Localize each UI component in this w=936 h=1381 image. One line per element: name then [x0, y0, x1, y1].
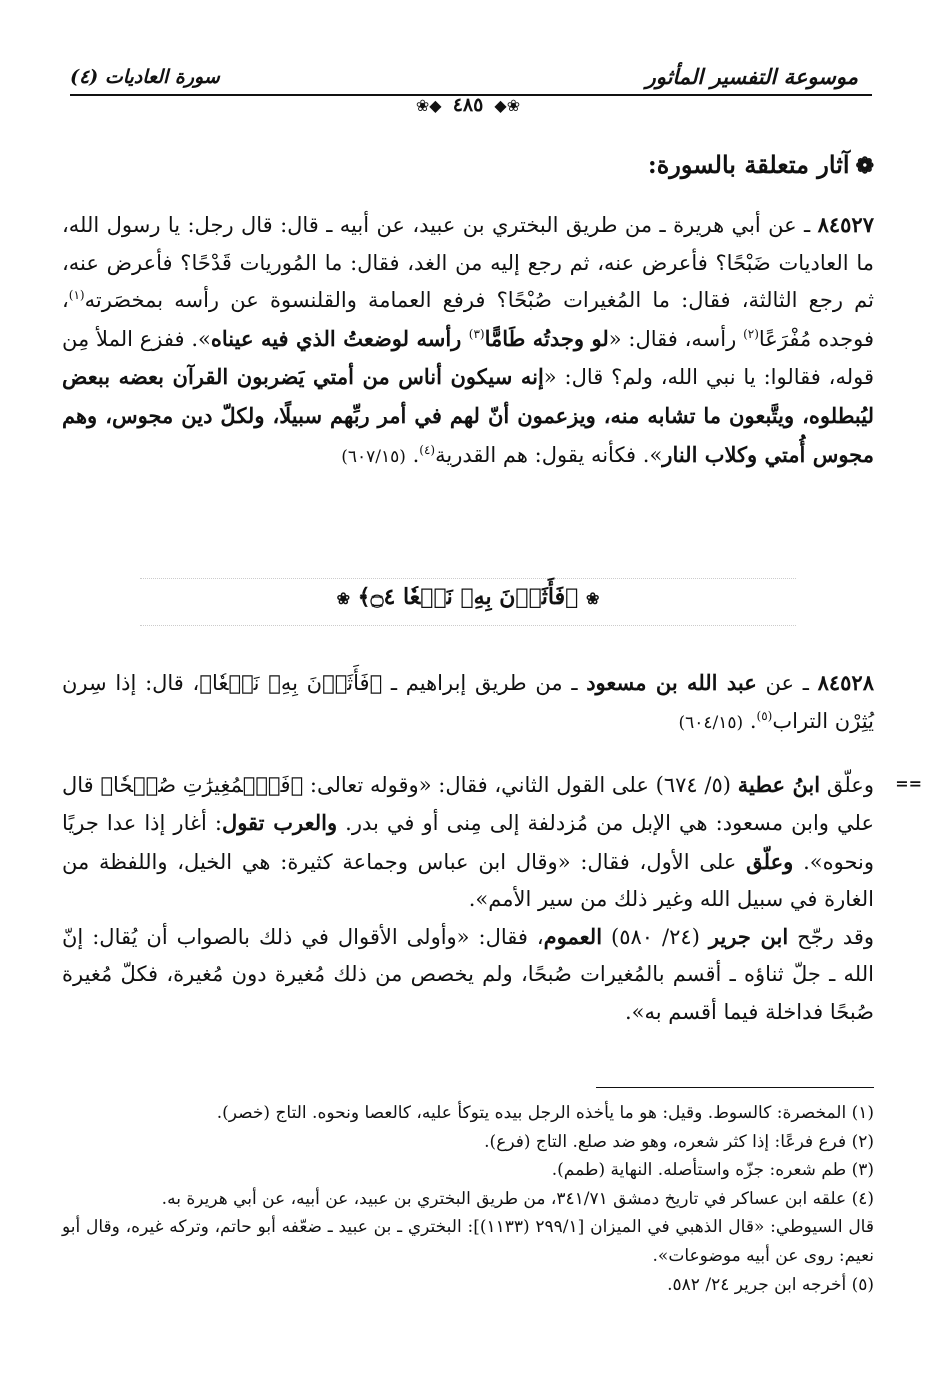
entry-text: .: [405, 442, 420, 467]
ayah-text: ﴿فَأَثَرۡنَ بِهِۦ نَقۡعٗا ۝٤﴾: [357, 584, 579, 610]
narrator-name: عبد الله بن مسعود: [586, 670, 757, 695]
entry-number: ٨٤٥٢٧: [817, 212, 874, 237]
commentary-text: ، فقال: «وأولى الأقوال في ذلك بالصواب أن يُقال: إنّ الله ـ جلّ ثناؤه ـ أقسم بالمُغيرات صُبحًا، ولم يخصص من ذلك مُغيرة دون مُغيرة، فكلّ مُغيرة صُبحًا فداخلة فيما أقسم به».: [62, 925, 874, 1024]
entry-text: ، قال: إذا سِرن يُثِرْن التراب: [62, 671, 874, 733]
flower-icon: ❁: [855, 153, 874, 179]
footnote-marker[interactable]: (٣): [468, 326, 485, 341]
commentary-text: على الأول، فقال: «وقال ابن عباس وجماعة كثيرة: هي الخيل، واللفظة من الغارة في سبيل الله وغير ذلك من سير الأمم».: [62, 849, 874, 911]
entry-84528: [62, 664, 874, 742]
entry-text: ـ عن: [756, 671, 818, 695]
entry-text: ـ عن أبي هريرة ـ من طريق البختري بن عبيد، عن أبيه ـ قال: قال رجل: يا رسول الله، ما العاديات ضَبْحًا؟ فأعرض عنه، ثم رجع إليه من الغد، فقال: ما المُوريات قَدْحًا؟ فأعرض عنه، ثم رجع الثالثة، فقال: ما المُغيرات صُبْحًا؟ فرفع العمامة والقلنسوة عن رأسه بمخصَرته: [62, 213, 874, 313]
ayah-quote: ﴿فَأَثَرۡنَ بِهِۦ نَقۡعٗا﴾: [199, 671, 383, 695]
commentary-text: وقد رجّح: [788, 925, 875, 950]
commentary: [62, 766, 874, 1031]
footnote-marker[interactable]: (١): [68, 288, 85, 303]
entry-text: ـ من طريق إبراهيم ـ: [382, 671, 587, 695]
footnote: (٤) علقه ابن عساكر في تاريخ دمشق ٣٤١/٧١، من طريق البختري بن عبيد، عن أبيه، عن أبي هريرة به.: [161, 1188, 874, 1209]
ayah-quote: ﴿فَٱلۡمُغِيرَٰتِ صُبۡحٗا﴾: [100, 773, 304, 797]
footnote-marker[interactable]: (٤): [419, 442, 436, 457]
footnote: قال السيوطي: «قال الذهبي في الميزان [٢٩٩/١ (١١٣٣)]: البختري ـ بن عبيد ـ ضعّفه أبو حاتم، وتركه غيره، وقال أبو نعيم: روى عن أبيه موضوعات».: [62, 1217, 874, 1266]
footnote: (٣) طم شعره: جزّه واستأصله. النهاية (طمم).: [551, 1160, 874, 1181]
ornament-icon: ❀: [336, 589, 350, 608]
footnotes: [62, 1099, 874, 1299]
bold-phrase: وعلّق: [746, 848, 794, 874]
scholar-name: ابن جرير: [708, 924, 789, 950]
surah-title: سورة العاديات (٤): [70, 66, 220, 88]
section-heading-text: آثار متعلقة بالسورة:: [647, 150, 850, 179]
footnote: (١) المخصرة: كالسوط. وقيل: هو ما يأخذه الرجل بيده يتوكأ عليه، كالعصا ونحوه. التاج (خصر).: [216, 1103, 874, 1123]
commentary-text: وعلّق: [820, 773, 874, 797]
entry-text: ». فكأنه يقول: هم القدرية: [435, 442, 663, 467]
commentary-paragraph: [62, 766, 874, 918]
hadith-text: رأسه لوضعتُ الذي فيه عيناه: [210, 325, 469, 351]
entry-text: ، فوجده مُفْرَعًا: [62, 288, 875, 351]
footnote-marker[interactable]: (٥): [756, 708, 773, 723]
footnote-rule: [596, 1087, 874, 1088]
volume-reference: (٦٠٧/١٥): [341, 446, 406, 467]
commentary-paragraph: [62, 918, 874, 1031]
entry-text: ». ففزع الملأ مِن قوله، فقالوا: يا نبي الله، ولم؟ قال: «: [62, 326, 874, 390]
commentary-text: (٢٤/ ٥٨٠): [602, 925, 709, 950]
commentary-text: : أغار إذا عدا جريًا ونحوه».: [62, 811, 875, 874]
ornament-icon: ◆❀: [415, 96, 442, 115]
ornament-icon: ❀◆: [494, 96, 521, 115]
commentary-text: قال علي وابن مسعود: هي الإبل من مُزدلفة إلى مِنى أو في بدر.: [62, 773, 874, 836]
entry-text: .: [743, 708, 757, 733]
page-number: ٤٨٥: [452, 94, 484, 116]
volume-reference: (٦٠٤/١٥): [678, 712, 744, 733]
continuation-mark: ==: [895, 774, 922, 793]
entry-text: رأسه، فقال: «: [608, 326, 744, 351]
book-title: موسوعة التفسير المأثور: [645, 64, 858, 89]
bold-phrase: والعرب تقول: [221, 810, 338, 836]
commentary-text: (٥/ ٦٧٤) على القول الثاني، فقال: «وقوله تعالى:: [303, 773, 738, 797]
hadith-text: لو وجدتُه طَامًّا: [484, 325, 609, 351]
footnote: (٥) أخرجه ابن جرير ٢٤/ ٥٨٢.: [667, 1274, 874, 1295]
hadith-text: إنه سيكون أناس من أمتي يَضربون القرآن بعضه ببعض ليُبطلوه، ويتَّبعون ما تشابه منه، ويزعمون أنّ لهم في أمر ربِّهم سبيلًا، ولكلّ دين مجوس، وهم مجوس أُمتي وكلاب النار: [62, 364, 874, 467]
footnote: (٢) فرع فرعًا: إذا كثر شعره، وهو ضد صلع. التاج (فرع).: [484, 1131, 874, 1152]
entry-number: ٨٤٥٢٨: [817, 670, 874, 695]
footnote-marker[interactable]: (٢): [743, 326, 759, 341]
scholar-name: ابنُ عطية: [737, 772, 821, 797]
ornament-icon: ❀: [586, 589, 600, 608]
ayah-banner: [0, 584, 936, 610]
bold-phrase: العموم: [543, 924, 603, 950]
entry-84527: [62, 206, 874, 476]
page-number-row: [0, 94, 936, 116]
section-heading: [648, 150, 874, 179]
